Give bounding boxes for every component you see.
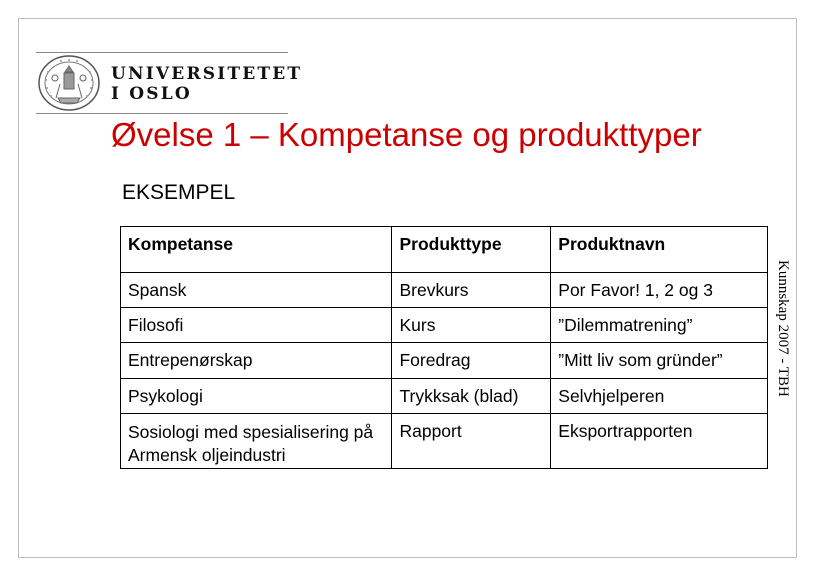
example-table (120, 226, 768, 469)
table-cell: Spansk (121, 272, 392, 307)
table-cell-text: Sosiologi med spesialisering på Armensk oljeindustri (128, 422, 374, 466)
university-name-line1: UNIVERSITETET (111, 64, 303, 84)
table-cell: Psykologi (121, 378, 392, 413)
side-footer-text: Kunnskap 2007 - TBH (775, 260, 791, 397)
table-row (121, 343, 768, 378)
university-seal-icon (36, 54, 102, 112)
table-cell: Filosofi (121, 308, 392, 343)
logo-rule-top (36, 52, 288, 53)
table-header-produktnavn: Produktnavn (551, 227, 768, 273)
table-row (121, 308, 768, 343)
university-name-line2: I OSLO (111, 84, 192, 104)
table-cell: Eksportrapporten (551, 414, 768, 469)
slide-title: Øvelse 1 – Kompetanse og produkttyper (111, 116, 702, 153)
table-cell: ”Dilemmatrening” (551, 308, 768, 343)
slide-subtitle: EKSEMPEL (122, 181, 236, 204)
table-cell: Selvhjelperen (551, 378, 768, 413)
table-header-kompetanse: Kompetanse (121, 227, 392, 273)
table-cell: Foredrag (392, 343, 551, 378)
table-cell: Trykksak (blad) (392, 378, 551, 413)
university-name (111, 64, 302, 104)
table-row (121, 378, 768, 413)
table-cell: Por Favor! 1, 2 og 3 (551, 272, 768, 307)
table-cell: ”Mitt liv som gründer” (551, 343, 768, 378)
table-cell: Brevkurs (392, 272, 551, 307)
table-cell (121, 414, 392, 469)
table-row (121, 414, 768, 469)
table-cell: Rapport (392, 414, 551, 469)
table-cell: Kurs (392, 308, 551, 343)
table-header-produkttype: Produkttype (392, 227, 551, 273)
table-header-row (121, 227, 768, 273)
table-cell: Entrepenørskap (121, 343, 392, 378)
table-row (121, 272, 768, 307)
